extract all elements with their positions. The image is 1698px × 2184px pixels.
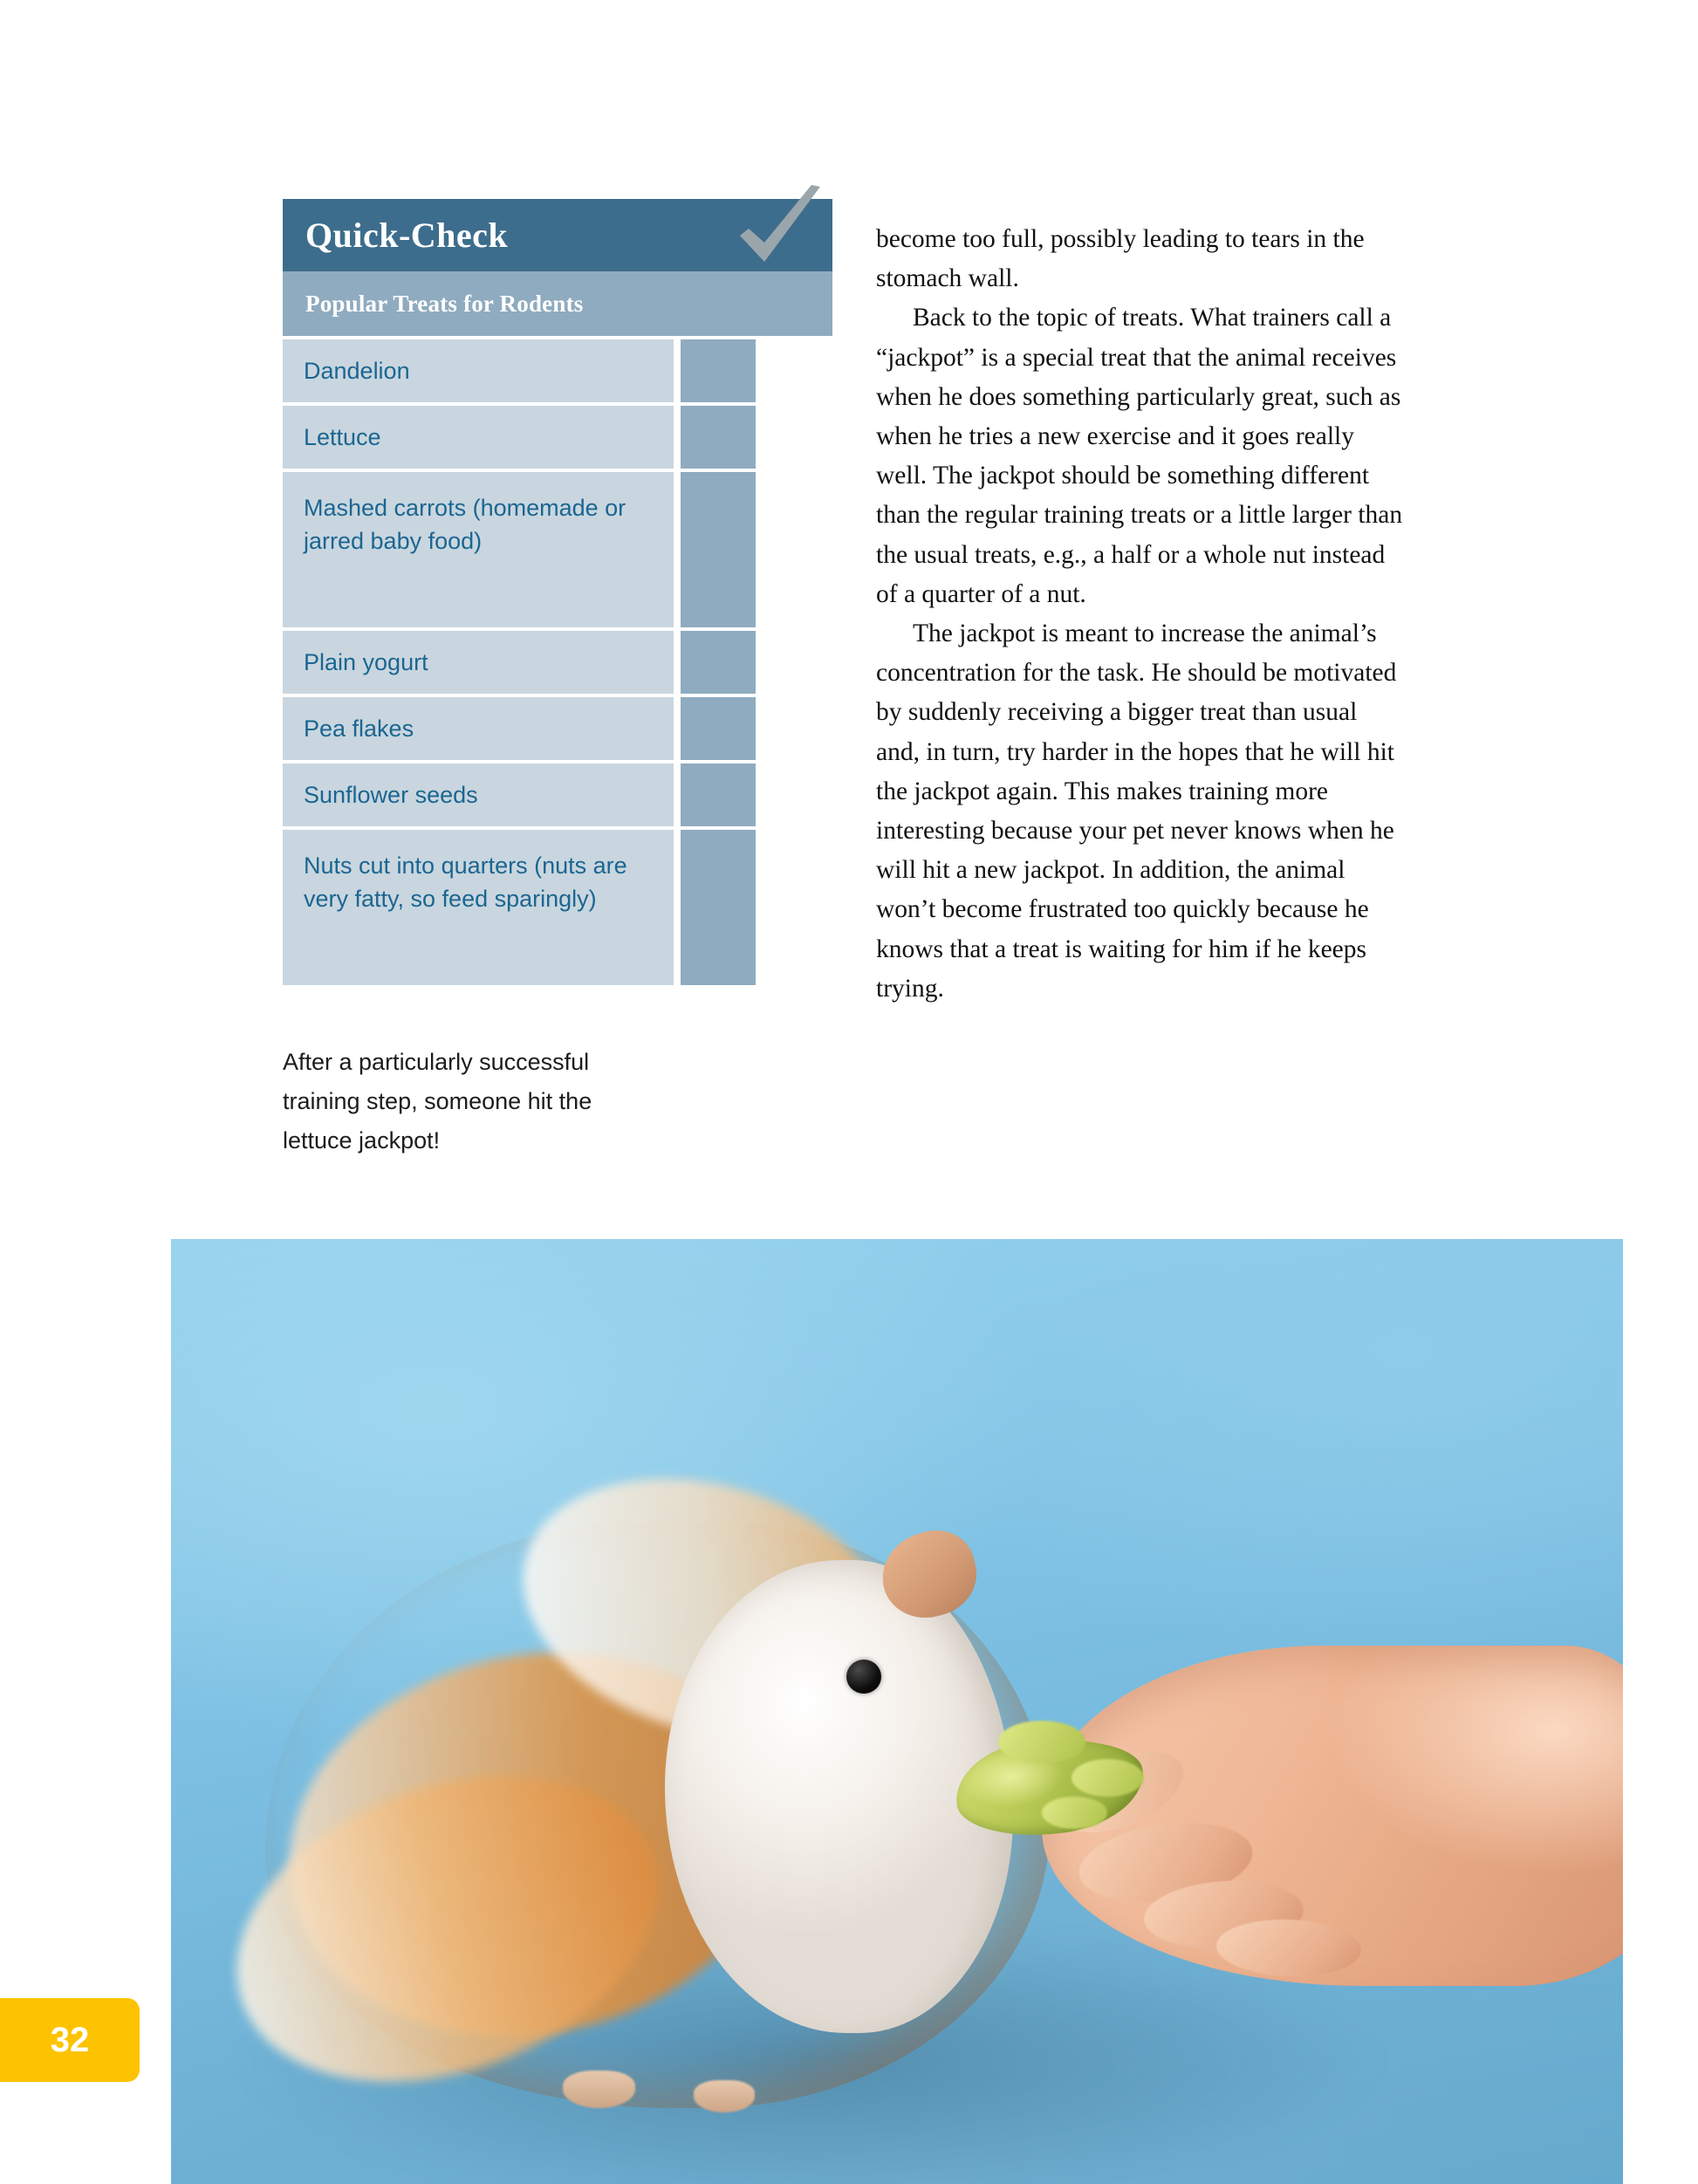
checkbox-cell[interactable]: [681, 697, 756, 760]
photo-guinea-pig-eating-lettuce: [171, 1239, 1623, 2184]
treat-label: Lettuce: [283, 406, 674, 469]
guinea-pig-eye: [846, 1660, 881, 1694]
quick-check-header: [283, 199, 832, 271]
quick-check-title: Quick-Check: [305, 216, 509, 255]
checkbox-cell[interactable]: [681, 472, 756, 627]
lettuce-frill: [1072, 1759, 1144, 1797]
table-row: [283, 339, 832, 402]
table-row: [283, 763, 832, 826]
page-number: 32: [50, 2020, 90, 2059]
left-column: [283, 199, 832, 1160]
lettuce-frill: [998, 1721, 1085, 1763]
treat-label: Pea flakes: [283, 697, 674, 760]
paragraph: become too full, possibly leading to tears in the stomach wall.: [876, 225, 1365, 293]
checkbox-cell[interactable]: [681, 763, 756, 826]
paragraph: Back to the topic of treats. What trainers call a “jackpot” is a special treat that the animal receives when he does something particularly great, such as when he tries a new exercise and it goes really well. The jackpot should be something different than the regular training treats or a little larger than the usual treats, e.g., a half or a whole nut instead of a quarter of a nut.: [876, 304, 1403, 608]
page-number-tab: [0, 1998, 140, 2082]
table-row: [283, 631, 832, 694]
checkmark-icon: [731, 185, 827, 277]
checkbox-cell[interactable]: [681, 406, 756, 469]
treat-label: Mashed carrots (homemade or jarred baby food): [283, 472, 674, 627]
photo-background: [171, 1239, 1623, 2184]
photo-caption: After a particularly successful training step, someone hit the lettuce jackpot!: [283, 1049, 592, 1154]
quick-check-box: [283, 199, 832, 985]
checkbox-cell[interactable]: [681, 339, 756, 402]
table-row: [283, 697, 832, 760]
treat-label: Plain yogurt: [283, 631, 674, 694]
quick-check-subtitle-label: Popular Treats for Rodents: [305, 290, 584, 317]
checkbox-cell[interactable]: [681, 830, 756, 985]
lettuce-frill: [1042, 1797, 1107, 1829]
table-row: [283, 406, 832, 469]
checkbox-cell[interactable]: [681, 631, 756, 694]
table-row: [283, 830, 832, 985]
paragraph: The jackpot is meant to increase the animal’s concentration for the task. He should be motivated by suddenly receiving a bigger treat than usual and, in turn, try harder in the hopes that he will hit the jackpot again. This makes training more interesting because your pet never knows when he will hit a new jackpot. In addition, the animal won’t become frustrated too quickly because he knows that a treat is waiting for him if he keeps trying.: [876, 620, 1397, 1003]
treat-label: Dandelion: [283, 339, 674, 402]
table-row: [283, 472, 832, 627]
quick-check-rows: [283, 339, 832, 985]
body-text-column: [876, 220, 1407, 1009]
quick-check-subtitle: [283, 271, 832, 336]
guinea-pig-foot: [694, 2080, 755, 2112]
treat-label: Nuts cut into quarters (nuts are very fatty, so feed sparingly): [283, 830, 674, 985]
treat-label: Sunflower seeds: [283, 763, 674, 826]
